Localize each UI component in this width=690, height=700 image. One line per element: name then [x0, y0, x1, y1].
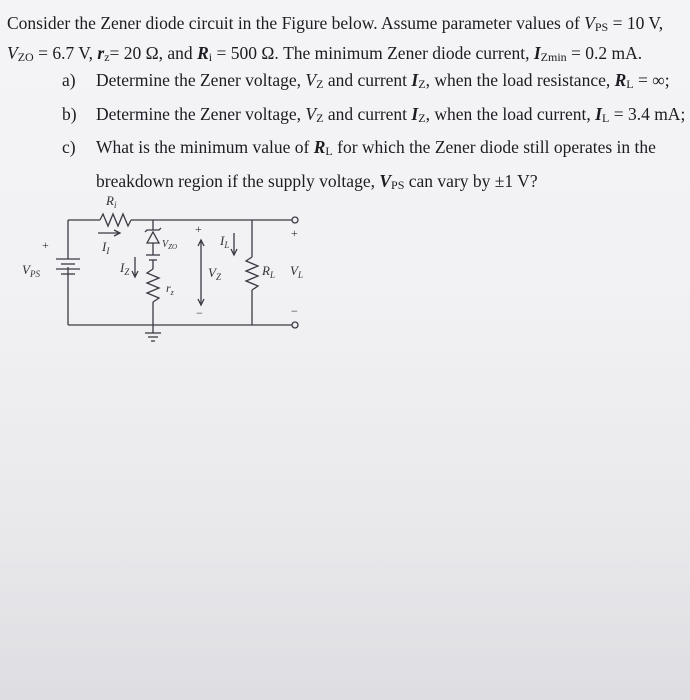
label-vzo: $V_{ZO}$ [162, 239, 178, 251]
output-minus-label: − [291, 304, 298, 318]
vz-minus-label: − [196, 306, 203, 320]
vzo-symbol: $V_{ZO}$ [7, 43, 34, 64]
question-list [62, 66, 685, 200]
resistor-rz-icon [147, 269, 159, 302]
battery-plus-label: + [42, 238, 49, 252]
output-terminal-minus [292, 322, 298, 328]
question-a-text: Determine the Zener voltage, $V_Z$ and current $I_Z$, when the load resistance, $R_L$ = ∞; [96, 70, 670, 91]
izmin-symbol: $I_{Zmin}$ [533, 43, 567, 64]
vz-plus-label: + [195, 222, 202, 236]
label-rz: $r_z$ [166, 281, 174, 297]
intro-line-1 [7, 10, 687, 40]
ri-symbol: $R_i$ [197, 43, 213, 64]
rz-value: = 20 Ω, and [109, 43, 198, 63]
zener-circuit-figure [10, 185, 320, 370]
zener-diode-icon [145, 228, 161, 243]
question-c [62, 133, 685, 167]
vzo-source-icon [146, 255, 160, 260]
label-iz: $I_Z$ [120, 260, 130, 277]
problem-statement [7, 10, 687, 70]
label-rl: $R_L$ [262, 263, 275, 280]
label-vps: $V_{PS}$ [22, 262, 40, 279]
izmin-value: = 0.2 mA. [566, 43, 643, 63]
question-a-label: a) [62, 70, 76, 90]
intro-text: Consider the Zener diode circuit in the Figure below. Assume parameter values of [7, 13, 580, 33]
output-terminal-plus [292, 217, 298, 223]
vzo-value: = 6.7 V, [33, 43, 98, 63]
label-il: $I_L$ [220, 233, 230, 250]
resistor-ri-icon [100, 214, 131, 226]
question-c-label: c) [62, 137, 76, 157]
label-ri: $R_i$ [106, 193, 117, 210]
question-a [62, 66, 685, 100]
vps-symbol: $V_{PS}$ [584, 13, 609, 34]
question-c-continuation: breakdown region if the supply voltage, $V_{PS}$ can vary by ±1 V? [96, 170, 538, 192]
rz-symbol: $r_z$ [97, 43, 110, 64]
ground-icon [145, 333, 161, 341]
resistor-rl-icon [246, 257, 258, 290]
question-b-text: Determine the Zener voltage, $V_Z$ and current $I_Z$, when the load current, $I_L = 3.4$ mA; [96, 103, 686, 125]
output-plus-label: + [291, 226, 298, 240]
label-vl: $V_L$ [290, 263, 303, 280]
label-vz: $V_Z$ [208, 265, 221, 282]
question-c-text: What is the minimum value of $R_L$ for which the Zener diode still operates in the [96, 137, 656, 158]
label-ii: $I_I$ [102, 239, 110, 256]
vps-value: = 10 V, [608, 13, 664, 33]
question-b-label: b) [62, 103, 77, 124]
question-b [62, 100, 685, 134]
ri-value: = 500 Ω. The minimum Zener diode current, [212, 43, 534, 63]
